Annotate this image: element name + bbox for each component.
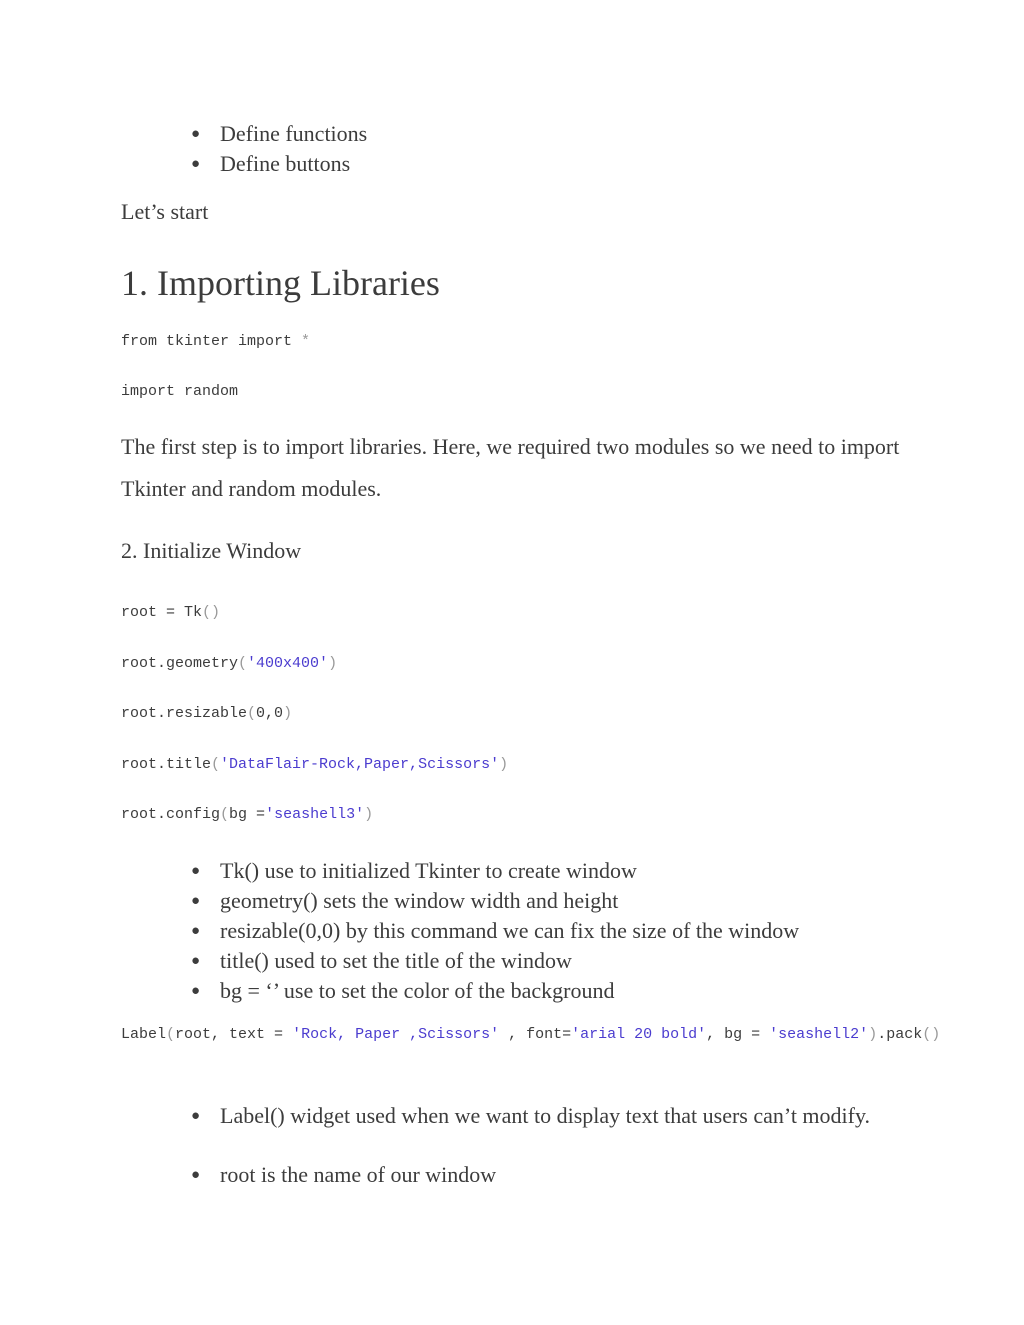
code-token: ) (283, 705, 293, 722)
lets-start-text: Let’s start (121, 199, 209, 224)
section-heading-1: 1. Importing Libraries (121, 263, 440, 303)
code-token: ( (166, 1026, 176, 1043)
code-token: ) (328, 655, 338, 672)
code-string: '400x400' (247, 655, 329, 672)
code-line (121, 600, 220, 626)
list-item: ● Define functions (220, 119, 900, 149)
section-heading-2: 2. Initialize Window (121, 538, 302, 563)
list-item: ● resizable(0,0) by this command we can fix the size of the window (220, 916, 900, 946)
code-token: ) (499, 756, 509, 773)
code-line (121, 701, 292, 727)
code-string: 'DataFlair-Rock,Paper,Scissors' (220, 756, 500, 773)
code-token: ( (211, 756, 221, 773)
code-token: ( (220, 806, 230, 823)
code-token: 0,0 (256, 705, 284, 722)
code-token: root.resizable (121, 705, 248, 722)
list-item: ● geometry() sets the window width and height (220, 886, 900, 916)
code-line (121, 752, 508, 778)
code-token: * (301, 333, 311, 350)
code-token: root.config (121, 806, 221, 823)
code-string: 'Rock, Paper ,Scissors' (292, 1026, 500, 1043)
code-string: 'seashell3' (265, 806, 365, 823)
list-item: ● Tk() use to initialized Tkinter to create window (220, 856, 900, 886)
code-line (121, 651, 337, 677)
code-token: bg = (229, 806, 266, 823)
code-string: 'seashell2' (769, 1026, 869, 1043)
paragraph: The first step is to import libraries. Here, we required two modules so we need to import Tkinter and random modules. (121, 434, 900, 501)
code-line (121, 329, 310, 355)
list-item: ● Label() widget used when we want to display text that users can’t modify. (220, 1101, 900, 1131)
code-token: () (922, 1026, 941, 1043)
code-token: , bg = (706, 1026, 770, 1043)
list-item: ● root is the name of our window (220, 1160, 900, 1190)
code-token: ) (868, 1026, 878, 1043)
code-token: ( (238, 655, 248, 672)
code-line (121, 1022, 941, 1048)
code-token: root.geometry (121, 655, 239, 672)
code-string: 'arial 20 bold' (571, 1026, 707, 1043)
code-token: , font= (499, 1026, 572, 1043)
list-item: ● Define buttons (220, 149, 900, 179)
code-line (121, 802, 373, 828)
code-token: root.title (121, 756, 212, 773)
code-token: from tkinter import (121, 333, 302, 350)
code-token: () (202, 604, 221, 621)
code-token: ( (247, 705, 257, 722)
code-token: ) (364, 806, 374, 823)
code-line: import random (121, 383, 239, 400)
code-token: root, text = (175, 1026, 293, 1043)
list-item: ● bg = ‘’ use to set the color of the background (220, 976, 900, 1006)
code-token: .pack (877, 1026, 923, 1043)
code-token: Label (121, 1026, 167, 1043)
list-item: ● title() used to set the title of the window (220, 946, 900, 976)
code-token: root = Tk (121, 604, 203, 621)
